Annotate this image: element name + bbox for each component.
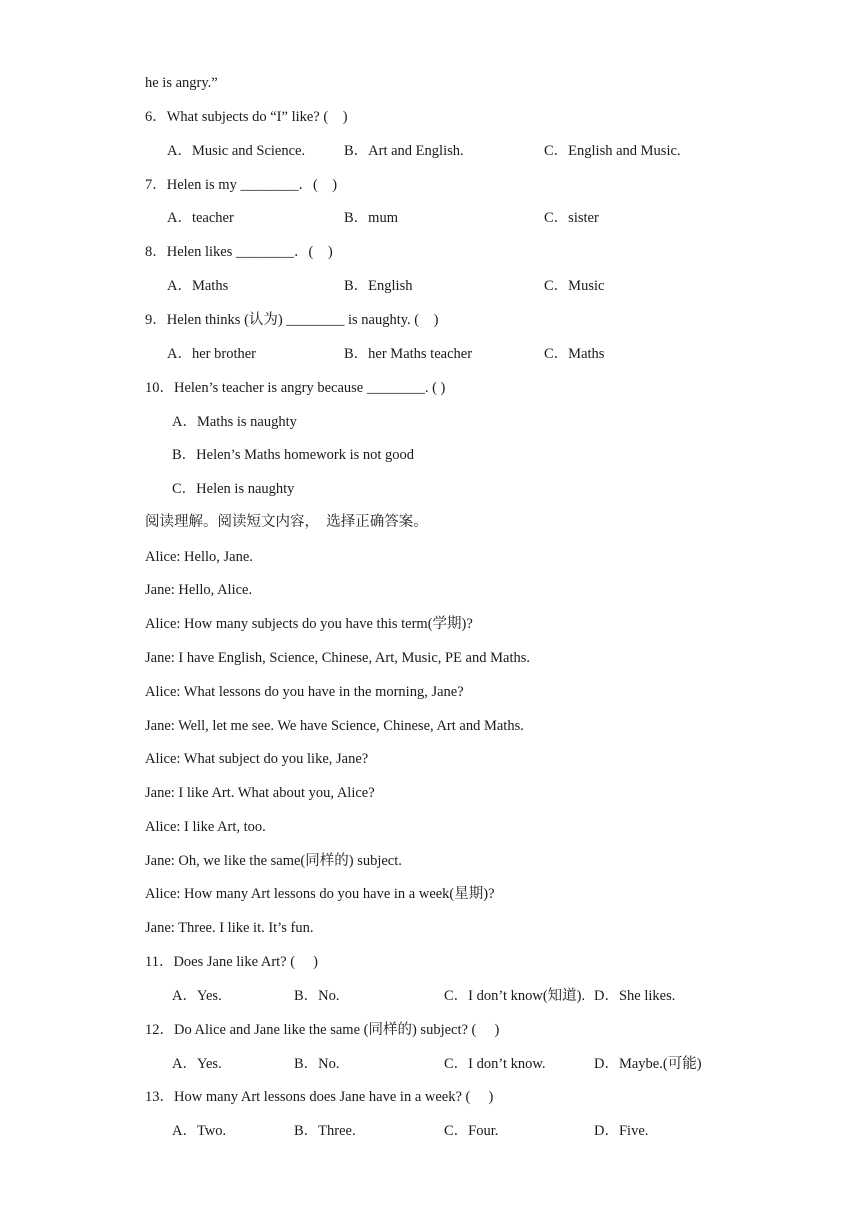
passage-ending: he is angry.” [145, 75, 218, 91]
dialogue-line: Jane: Oh, we like the same(同样的) subject. [145, 853, 402, 869]
question-10-option-c[interactable]: C．Helen is naughty [172, 481, 295, 497]
dialogue-line: Jane: Three. I like it. It’s fun. [145, 920, 314, 936]
question-10-stem: 10．Helen’s teacher is angry because ________. ( ) [145, 380, 446, 396]
question-9-option-b[interactable]: B．her Maths teacher [344, 346, 473, 362]
question-8-option-c[interactable]: C．Music [544, 278, 605, 294]
question-8-option-a[interactable]: A．Maths [167, 278, 229, 294]
dialogue-line: Alice: Hello, Jane. [145, 549, 253, 565]
question-6-stem: 6．What subjects do “I” like? ( ) [145, 109, 348, 125]
dialogue-line: Alice: How many subjects do you have this term(学期)? [145, 616, 473, 632]
question-6-option-c[interactable]: C．English and Music. [544, 143, 681, 159]
question-8-stem: 8．Helen likes ________．( ) [145, 244, 333, 260]
question-13-option-d[interactable]: D．Five. [594, 1123, 649, 1139]
question-7-stem: 7．Helen is my ________．( ) [145, 177, 338, 193]
question-11-option-a[interactable]: A．Yes. [172, 988, 222, 1004]
question-13-option-a[interactable]: A．Two. [172, 1123, 227, 1139]
question-6-option-b[interactable]: B．Art and English. [344, 143, 464, 159]
question-9-option-a[interactable]: A．her brother [167, 346, 256, 362]
question-9-option-c[interactable]: C．Maths [544, 346, 605, 362]
dialogue-line: Alice: What subject do you like, Jane? [145, 751, 369, 767]
dialogue-line: Jane: Hello, Alice. [145, 582, 253, 598]
question-12-option-c[interactable]: C．I don’t know. [444, 1056, 546, 1072]
dialogue-line: Alice: What lessons do you have in the morning, Jane? [145, 684, 464, 700]
question-12-option-a[interactable]: A．Yes. [172, 1056, 222, 1072]
reading-section-heading: 阅读理解。阅读短文内容， 选择正确答案。 [145, 514, 428, 530]
question-7-option-b[interactable]: B．mum [344, 210, 398, 226]
question-12-option-b[interactable]: B．No. [294, 1056, 340, 1072]
question-11-option-c[interactable]: C．I don’t know(知道). [444, 988, 586, 1004]
question-10-option-b[interactable]: B．Helen’s Maths homework is not good [172, 447, 415, 463]
question-11-option-b[interactable]: B．No. [294, 988, 340, 1004]
dialogue-line: Alice: How many Art lessons do you have in a week(星期)? [145, 886, 495, 902]
question-8-option-b[interactable]: B．English [344, 278, 413, 294]
dialogue-line: Jane: I have English, Science, Chinese, Art, Music, PE and Maths. [145, 650, 530, 666]
question-7-option-c[interactable]: C．sister [544, 210, 599, 226]
dialogue-line: Jane: Well, let me see. We have Science, Chinese, Art and Maths. [145, 718, 524, 734]
question-13-option-b[interactable]: B．Three. [294, 1123, 356, 1139]
question-12-stem: 12．Do Alice and Jane like the same (同样的) subject? ( ) [145, 1022, 500, 1038]
question-13-stem: 13．How many Art lessons does Jane have in a week? ( ) [145, 1089, 494, 1105]
question-7-option-a[interactable]: A．teacher [167, 210, 234, 226]
question-11-stem: 11．Does Jane like Art? ( ) [145, 954, 319, 970]
question-12-option-d[interactable]: D．Maybe.(可能) [594, 1056, 702, 1072]
question-13-option-c[interactable]: C．Four. [444, 1123, 499, 1139]
dialogue-line: Jane: I like Art. What about you, Alice? [145, 785, 375, 801]
question-10-option-a[interactable]: A．Maths is naughty [172, 414, 297, 430]
question-6-option-a[interactable]: A．Music and Science. [167, 143, 306, 159]
question-9-stem: 9．Helen thinks (认为) ________ is naughty. ( ) [145, 312, 439, 328]
dialogue-line: Alice: I like Art, too. [145, 819, 266, 835]
question-11-option-d[interactable]: D．She likes. [594, 988, 676, 1004]
